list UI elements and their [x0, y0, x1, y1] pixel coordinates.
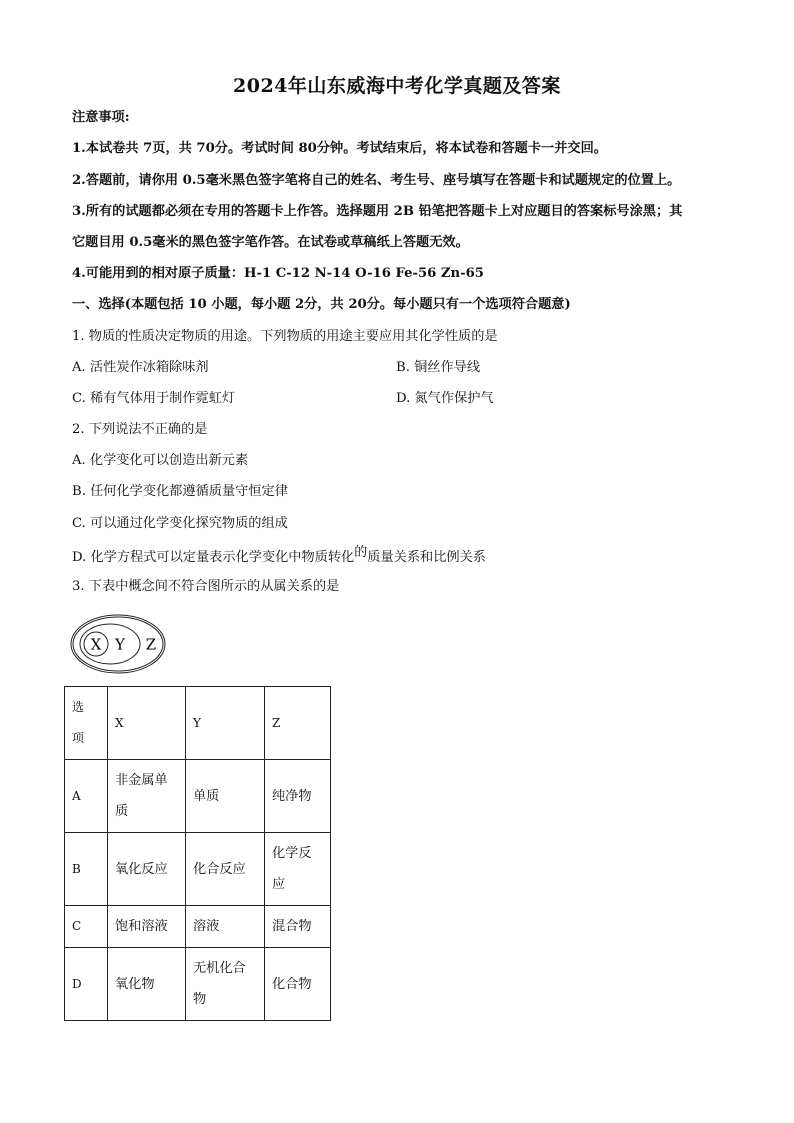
- cell-y: 化合反应: [186, 833, 265, 906]
- cell-z-line1: 化学反: [272, 846, 312, 861]
- question-2-option-c: C. 可以通过化学变化探究物质的组成: [72, 516, 288, 531]
- cell-x: 饱和溶液: [108, 906, 186, 948]
- notice-3: 3.所有的试题都必须在专用的答题卡上作答。选择题用 2B 铅笔把答题卡上对应题目的答案标号涂黑；其: [72, 204, 683, 219]
- cell-y-line1: 无机化合: [193, 961, 246, 976]
- cell-z-line2: 应: [272, 877, 286, 892]
- cell-x-line2: 质: [115, 804, 129, 819]
- nested-ellipse-diagram: [70, 610, 170, 676]
- notice-2: 2.答题前，请你用 0.5毫米黑色签字笔将自己的姓名、考生号、座号填写在答题卡和试题规定的位置上。: [72, 173, 681, 188]
- row-option: B: [65, 833, 108, 906]
- page-title: 2024年山东威海中考化学真题及答案: [233, 75, 561, 97]
- question-1-option-d: D. 氮气作保护气: [396, 391, 494, 406]
- question-1-option-c: C. 稀有气体用于制作霓虹灯: [72, 391, 236, 406]
- notice-heading: 注意事项:: [72, 110, 130, 125]
- option-d-raised-char: 的: [354, 545, 368, 560]
- row-option: A: [65, 760, 108, 833]
- header-z: Z: [265, 687, 331, 760]
- question-2-option-d: [72, 545, 486, 567]
- option-d-text-1: D. 化学方程式可以定量表示化学变化中物质转化: [72, 550, 355, 565]
- header-y: Y: [186, 687, 265, 760]
- ellipse-y: [80, 624, 140, 664]
- header-x: X: [108, 687, 186, 760]
- question-2-option-b: B. 任何化学变化都遵循质量守恒定律: [72, 484, 288, 499]
- question-2-stem: 2. 下列说法不正确的是: [72, 422, 208, 437]
- table-header-row: [65, 687, 331, 760]
- table-row: [65, 833, 331, 906]
- cell-y: 溶液: [186, 906, 265, 948]
- cell-y: [186, 948, 265, 1021]
- option-d-text-2: 质量关系和比例关系: [367, 550, 486, 565]
- question-2-option-a: A. 化学变化可以创造出新元素: [72, 453, 249, 468]
- table-row: [65, 948, 331, 1021]
- cell-x: [108, 760, 186, 833]
- cell-z: 纯净物: [265, 760, 331, 833]
- notice-4: 4.可能用到的相对原子质量：H-1 C-12 N-14 O-16 Fe-56 Zn-65: [72, 266, 484, 281]
- diagram-label-x: X: [90, 635, 102, 654]
- cell-z: 化合物: [265, 948, 331, 1021]
- notice-1: 1.本试卷共 7页，共 70分。考试时间 80分钟。考试结束后，将本试卷和答题卡一并交回。: [72, 141, 607, 156]
- header-option-b: 项: [72, 731, 85, 745]
- cell-x: 氧化物: [108, 948, 186, 1021]
- cell-x: 氧化反应: [108, 833, 186, 906]
- table-row: [65, 760, 331, 833]
- cell-y: 单质: [186, 760, 265, 833]
- diagram-label-z: Z: [145, 635, 157, 654]
- header-option-a: 选: [72, 700, 85, 714]
- row-option: D: [65, 948, 108, 1021]
- row-option: C: [65, 906, 108, 948]
- notice-3-cont: 它题目用 0.5毫米的黑色签字笔作答。在试卷或草稿纸上答题无效。: [72, 235, 469, 250]
- concept-table: [64, 686, 331, 1021]
- question-3-stem: 3. 下表中概念间不符合图所示的从属关系的是: [72, 579, 340, 594]
- question-1-stem: 1. 物质的性质决定物质的用途。下列物质的用途主要应用其化学性质的是: [72, 329, 498, 344]
- cell-y-line2: 物: [193, 992, 207, 1007]
- question-1-option-a: A. 活性炭作冰箱除味剂: [72, 360, 209, 375]
- header-option-cell: [65, 687, 108, 760]
- table-row: [65, 906, 331, 948]
- diagram-label-y: Y: [115, 635, 125, 654]
- question-1-option-b: B. 铜丝作导线: [396, 360, 481, 375]
- cell-z: 混合物: [265, 906, 331, 948]
- cell-x-line1: 非金属单: [115, 773, 168, 788]
- cell-z: [265, 833, 331, 906]
- section-heading: 一、选择(本题包括 10 小题，每小题 2分，共 20分。每小题只有一个选项符合题意): [72, 297, 571, 312]
